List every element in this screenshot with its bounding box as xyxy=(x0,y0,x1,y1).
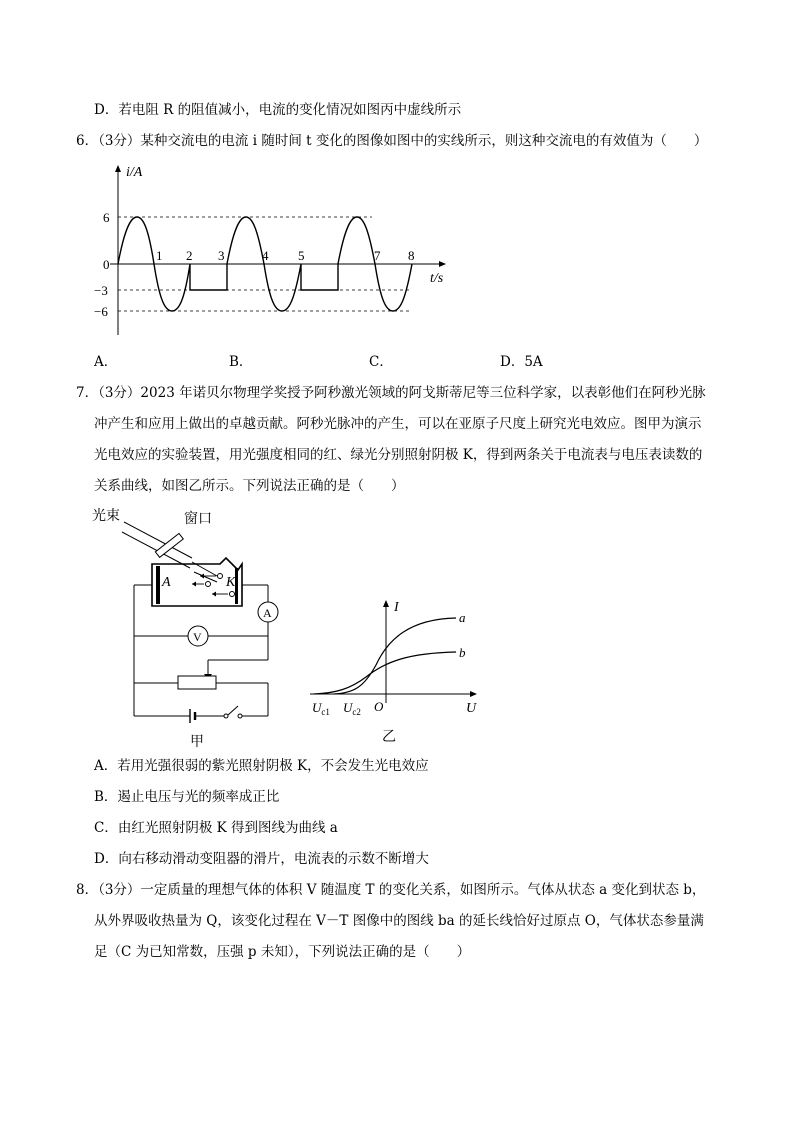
q7-anode-label: A xyxy=(162,575,171,590)
q6-stem: 6．（3分）某种交流电的电流 i 随时间 t 变化的图像如图中的实线所示，则这种交流电的有效值为（ ） xyxy=(76,133,708,149)
q7-stem-line-1: 7．（3分）2023 年诺贝尔物理学奖授予阿秒激光领域的阿戈斯蒂尼等三位科学家，以表彰他们在阿秒光脉 xyxy=(76,385,706,401)
q7-anode-plate xyxy=(156,566,160,604)
q7-rheostat xyxy=(178,676,216,689)
q6-xtick-3: 3 xyxy=(218,248,225,263)
q7-stem-line-4: 关系曲线，如图乙所示。下列说法正确的是（ ） xyxy=(94,478,405,494)
q7-beam-label: 光束 xyxy=(92,509,120,524)
q6-xtick-7: 7 xyxy=(374,248,381,263)
q7-ammeter-label: A xyxy=(263,606,272,620)
q7-option-d[interactable]: D．向右移动滑动变阻器的滑片，电流表的示数不断增大 xyxy=(94,851,429,867)
q8-stem-line-2: 从外界吸收热量为 Q，该变化过程在 V－T 图像中的图线 ba 的延长线恰好过原点 O，气体状态参量满 xyxy=(94,913,704,929)
q7-window xyxy=(155,533,183,557)
q6-ytick-neg6: −6 xyxy=(94,304,108,319)
q7-switch xyxy=(228,706,238,715)
q6-option-a[interactable]: A． xyxy=(94,354,118,370)
q7-circuit-diagram xyxy=(92,500,302,750)
q7-curve-b-label: b xyxy=(459,645,466,660)
q7-option-a[interactable]: A．若用光强很弱的紫光照射阴极 K，不会发生光电效应 xyxy=(94,758,429,774)
q6-xtick-1: 1 xyxy=(156,248,163,263)
q7-yi-x-label: U xyxy=(466,701,477,716)
q6-xtick-8: 8 xyxy=(408,248,415,263)
q6-xtick-2: 2 xyxy=(186,248,193,263)
q7-stem-line-3: 光电效应的实验装置，用光强度相同的红、绿光分别照射阴极 K，得到两条关于电流表与电压表读数的 xyxy=(94,447,703,463)
q6-x-label: t/s xyxy=(430,271,444,286)
q6-y-label: i/A xyxy=(126,165,143,180)
q7-yi-y-label: I xyxy=(394,600,399,615)
q6-option-b[interactable]: B． xyxy=(229,354,253,370)
q6-xtick-5: 5 xyxy=(298,248,305,263)
q6-option-d[interactable]: D．5A xyxy=(500,354,543,370)
q7-fig-jia-caption: 甲 xyxy=(190,735,204,750)
q7-option-b[interactable]: B．遏止电压与光的频率成正比 xyxy=(94,789,280,805)
q7-cathode-plate xyxy=(235,568,238,604)
q6-option-c[interactable]: C． xyxy=(369,354,393,370)
q8-stem-line-1: 8．（3分）一定质量的理想气体的体积 V 随温度 T 的变化关系，如图所示。气体从状态 a 变化到状态 b， xyxy=(76,882,706,898)
q7-window-label: 窗口 xyxy=(184,512,212,527)
q7-option-c[interactable]: C．由红光照射阴极 K 得到图线为曲线 a xyxy=(94,820,338,836)
q7-voltmeter-label: V xyxy=(193,630,202,644)
q7-origin-label: O xyxy=(374,699,384,714)
q6-current-time-graph xyxy=(94,160,460,345)
q7-fig-yi-caption: 乙 xyxy=(382,730,396,745)
q6-ytick-0: 0 xyxy=(103,257,110,272)
q6-xtick-4: 4 xyxy=(262,248,269,263)
q6-ytick-6: 6 xyxy=(103,210,110,225)
q7-curve-a-label: a xyxy=(459,610,466,625)
q7-uc2-label: $U_{c2}$ xyxy=(343,700,361,717)
q7-iu-graph xyxy=(306,595,486,750)
q7-stem-line-2: 冲产生和应用上做出的卓越贡献。阿秒光脉冲的产生，可以在亚原子尺度上研究光电效应。图甲为演示 xyxy=(94,416,702,432)
q5-option-d: D．若电阻 R 的阻值减小，电流的变化情况如图丙中虚线所示 xyxy=(94,102,462,118)
q7-uc1-label: $U_{c1}$ xyxy=(312,700,330,717)
q6-ytick-neg3: −3 xyxy=(94,283,108,298)
q7-curve-a xyxy=(334,618,456,694)
q7-cathode-label: K xyxy=(226,575,236,590)
q8-stem-line-3: 足（C 为已知常数，压强 p 未知），下列说法正确的是（ ） xyxy=(94,944,471,960)
q7-curve-b xyxy=(314,652,456,694)
